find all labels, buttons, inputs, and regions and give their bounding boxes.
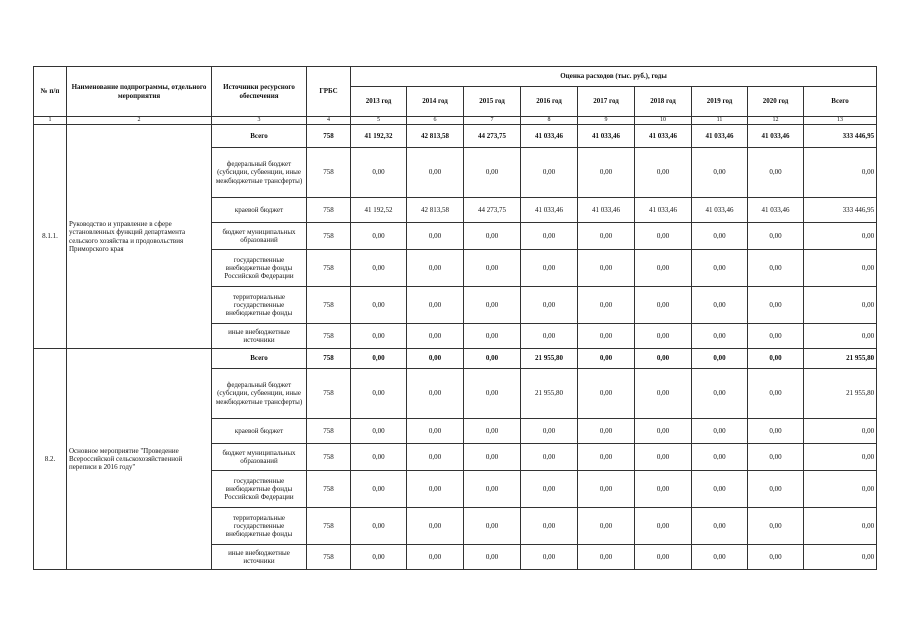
year-value: 0,00 — [521, 545, 578, 570]
budget-sheet — [33, 66, 877, 570]
header-year: 2016 год — [521, 87, 578, 117]
year-value: 0,00 — [578, 369, 635, 419]
table-row — [34, 125, 877, 148]
year-value: 0,00 — [748, 349, 804, 369]
year-value: 0,00 — [464, 545, 521, 570]
year-value: 0,00 — [464, 223, 521, 250]
year-value: 0,00 — [407, 508, 464, 545]
year-value: 0,00 — [748, 444, 804, 471]
year-value: 0,00 — [635, 419, 692, 444]
column-number: 5 — [351, 117, 407, 125]
funding-source: государственные внебюджетные фонды Российской Федерации — [212, 250, 307, 287]
funding-source: иные внебюджетные источники — [212, 324, 307, 349]
column-number: 1 — [34, 117, 67, 125]
year-value: 0,00 — [464, 419, 521, 444]
total-value: 0,00 — [804, 250, 877, 287]
year-value: 0,00 — [578, 250, 635, 287]
year-value: 0,00 — [748, 545, 804, 570]
year-value: 41 192,52 — [351, 198, 407, 223]
year-value: 0,00 — [521, 223, 578, 250]
header-year: 2017 год — [578, 87, 635, 117]
header-year: 2020 год — [748, 87, 804, 117]
year-value: 0,00 — [635, 223, 692, 250]
year-value: 0,00 — [351, 349, 407, 369]
section-name: Основное мероприятие "Проведение Всероссийской сельскохозяйственной переписи в 2016 году" — [67, 349, 212, 570]
year-value: 0,00 — [692, 223, 748, 250]
grbs-code: 758 — [307, 148, 351, 198]
year-value: 0,00 — [578, 349, 635, 369]
year-value: 0,00 — [748, 223, 804, 250]
grbs-code: 758 — [307, 324, 351, 349]
year-value: 0,00 — [351, 369, 407, 419]
header-name: Наименование подпрограммы, отдельного мероприятия — [67, 67, 212, 117]
year-value: 41 033,46 — [748, 198, 804, 223]
total-value: 0,00 — [804, 419, 877, 444]
column-number: 4 — [307, 117, 351, 125]
year-value: 0,00 — [521, 444, 578, 471]
year-value: 0,00 — [351, 419, 407, 444]
year-value: 0,00 — [635, 349, 692, 369]
year-value: 0,00 — [578, 471, 635, 508]
year-value: 0,00 — [635, 148, 692, 198]
year-value: 0,00 — [407, 148, 464, 198]
year-value: 0,00 — [351, 545, 407, 570]
year-value: 0,00 — [748, 419, 804, 444]
year-value: 0,00 — [578, 324, 635, 349]
column-number: 10 — [635, 117, 692, 125]
year-value: 0,00 — [578, 508, 635, 545]
year-value: 0,00 — [748, 508, 804, 545]
year-value: 0,00 — [464, 148, 521, 198]
year-value: 0,00 — [521, 250, 578, 287]
year-value: 0,00 — [692, 419, 748, 444]
column-number: 11 — [692, 117, 748, 125]
year-value: 21 955,80 — [521, 369, 578, 419]
year-value: 0,00 — [578, 419, 635, 444]
header-year: 2015 год — [464, 87, 521, 117]
year-value: 0,00 — [692, 349, 748, 369]
total-value: 333 446,95 — [804, 198, 877, 223]
header-grbs: ГРБС — [307, 67, 351, 117]
year-value: 0,00 — [351, 471, 407, 508]
grbs-code: 758 — [307, 287, 351, 324]
year-value: 0,00 — [407, 419, 464, 444]
column-number: 13 — [804, 117, 877, 125]
year-value: 0,00 — [748, 287, 804, 324]
year-value: 0,00 — [692, 369, 748, 419]
column-number: 8 — [521, 117, 578, 125]
year-value: 0,00 — [635, 369, 692, 419]
year-value: 0,00 — [407, 369, 464, 419]
total-value: 21 955,80 — [804, 349, 877, 369]
header-year: 2013 год — [351, 87, 407, 117]
year-value: 41 033,46 — [578, 125, 635, 148]
year-value: 42 813,58 — [407, 125, 464, 148]
year-value: 0,00 — [407, 324, 464, 349]
total-value: 0,00 — [804, 471, 877, 508]
funding-source: бюджет муниципальных образований — [212, 444, 307, 471]
year-value: 0,00 — [407, 349, 464, 369]
year-value: 0,00 — [692, 250, 748, 287]
year-value: 0,00 — [692, 545, 748, 570]
year-value: 0,00 — [635, 444, 692, 471]
grbs-code: 758 — [307, 125, 351, 148]
table-row — [34, 349, 877, 369]
year-value: 41 033,46 — [578, 198, 635, 223]
year-value: 0,00 — [521, 508, 578, 545]
section-name: Руководство и управление в сфере установленных функций департамента сельского хозяйства и продовольствия Приморского края — [67, 125, 212, 349]
year-value: 41 033,46 — [692, 198, 748, 223]
total-value: 0,00 — [804, 444, 877, 471]
year-value: 0,00 — [351, 508, 407, 545]
year-value: 0,00 — [578, 223, 635, 250]
funding-source: федеральный бюджет (субсидии, субвенции, иные межбюджетные трансферты) — [212, 369, 307, 419]
header-estimate: Оценка расходов (тыс. руб.), годы — [351, 67, 877, 87]
column-number: 3 — [212, 117, 307, 125]
total-value: 333 446,95 — [804, 125, 877, 148]
year-value: 41 033,46 — [521, 125, 578, 148]
column-number: 7 — [464, 117, 521, 125]
year-value: 0,00 — [635, 508, 692, 545]
year-value: 0,00 — [521, 471, 578, 508]
total-value: 0,00 — [804, 287, 877, 324]
year-value: 0,00 — [464, 349, 521, 369]
year-value: 0,00 — [407, 250, 464, 287]
year-value: 0,00 — [464, 508, 521, 545]
year-value: 0,00 — [692, 471, 748, 508]
header-source: Источники ресурсного обеспечения — [212, 67, 307, 117]
year-value: 0,00 — [748, 324, 804, 349]
total-value: 0,00 — [804, 545, 877, 570]
year-value: 0,00 — [748, 250, 804, 287]
year-value: 0,00 — [521, 324, 578, 349]
grbs-code: 758 — [307, 545, 351, 570]
grbs-code: 758 — [307, 250, 351, 287]
year-value: 0,00 — [635, 545, 692, 570]
header-num: № п/п — [34, 67, 67, 117]
grbs-code: 758 — [307, 419, 351, 444]
year-value: 21 955,80 — [521, 349, 578, 369]
year-value: 44 273,75 — [464, 198, 521, 223]
year-value: 42 813,58 — [407, 198, 464, 223]
grbs-code: 758 — [307, 508, 351, 545]
year-value: 0,00 — [351, 223, 407, 250]
budget-table — [33, 66, 877, 570]
funding-source: территориальные государственные внебюджетные фонды — [212, 508, 307, 545]
funding-source: государственные внебюджетные фонды Российской Федерации — [212, 471, 307, 508]
year-value: 44 273,75 — [464, 125, 521, 148]
year-value: 0,00 — [351, 444, 407, 471]
year-value: 41 033,46 — [635, 125, 692, 148]
year-value: 0,00 — [464, 250, 521, 287]
total-value: 0,00 — [804, 324, 877, 349]
year-value: 0,00 — [464, 369, 521, 419]
funding-source: Всего — [212, 349, 307, 369]
year-value: 0,00 — [521, 419, 578, 444]
header-year: 2018 год — [635, 87, 692, 117]
year-value: 0,00 — [407, 287, 464, 324]
year-value: 0,00 — [407, 444, 464, 471]
funding-source: территориальные государственные внебюджетные фонды — [212, 287, 307, 324]
year-value: 0,00 — [407, 545, 464, 570]
grbs-code: 758 — [307, 369, 351, 419]
section-code: 8.1.1. — [34, 125, 67, 349]
funding-source: краевой бюджет — [212, 198, 307, 223]
year-value: 0,00 — [748, 148, 804, 198]
year-value: 41 192,32 — [351, 125, 407, 148]
year-value: 0,00 — [407, 471, 464, 508]
year-value: 0,00 — [464, 287, 521, 324]
year-value: 0,00 — [464, 444, 521, 471]
header-year: 2014 год — [407, 87, 464, 117]
header-total: Всего — [804, 87, 877, 117]
column-number: 9 — [578, 117, 635, 125]
grbs-code: 758 — [307, 471, 351, 508]
year-value: 0,00 — [464, 471, 521, 508]
grbs-code: 758 — [307, 444, 351, 471]
year-value: 0,00 — [578, 287, 635, 324]
year-value: 0,00 — [692, 508, 748, 545]
grbs-code: 758 — [307, 349, 351, 369]
total-value: 21 955,80 — [804, 369, 877, 419]
total-value: 0,00 — [804, 508, 877, 545]
year-value: 0,00 — [748, 369, 804, 419]
funding-source: Всего — [212, 125, 307, 148]
funding-source: федеральный бюджет (субсидии, субвенции, иные межбюджетные трансферты) — [212, 148, 307, 198]
year-value: 0,00 — [351, 287, 407, 324]
grbs-code: 758 — [307, 223, 351, 250]
year-value: 0,00 — [748, 471, 804, 508]
column-number: 6 — [407, 117, 464, 125]
year-value: 0,00 — [351, 250, 407, 287]
year-value: 41 033,46 — [748, 125, 804, 148]
year-value: 0,00 — [692, 324, 748, 349]
year-value: 0,00 — [407, 223, 464, 250]
budget-body — [34, 125, 877, 570]
year-value: 41 033,46 — [521, 198, 578, 223]
year-value: 0,00 — [635, 324, 692, 349]
year-value: 0,00 — [464, 324, 521, 349]
year-value: 0,00 — [578, 444, 635, 471]
year-value: 0,00 — [635, 471, 692, 508]
year-value: 0,00 — [692, 444, 748, 471]
year-value: 0,00 — [692, 287, 748, 324]
year-value: 0,00 — [578, 148, 635, 198]
year-value: 0,00 — [521, 148, 578, 198]
year-value: 0,00 — [578, 545, 635, 570]
header-year: 2019 год — [692, 87, 748, 117]
total-value: 0,00 — [804, 148, 877, 198]
section-code: 8.2. — [34, 349, 67, 570]
column-number: 12 — [748, 117, 804, 125]
year-value: 0,00 — [635, 250, 692, 287]
total-value: 0,00 — [804, 223, 877, 250]
year-value: 0,00 — [521, 287, 578, 324]
column-number: 2 — [67, 117, 212, 125]
year-value: 41 033,46 — [635, 198, 692, 223]
year-value: 0,00 — [351, 324, 407, 349]
year-value: 41 033,46 — [692, 125, 748, 148]
year-value: 0,00 — [635, 287, 692, 324]
year-value: 0,00 — [692, 148, 748, 198]
funding-source: краевой бюджет — [212, 419, 307, 444]
header-column-numbers — [34, 117, 877, 125]
funding-source: бюджет муниципальных образований — [212, 223, 307, 250]
funding-source: иные внебюджетные источники — [212, 545, 307, 570]
year-value: 0,00 — [351, 148, 407, 198]
grbs-code: 758 — [307, 198, 351, 223]
